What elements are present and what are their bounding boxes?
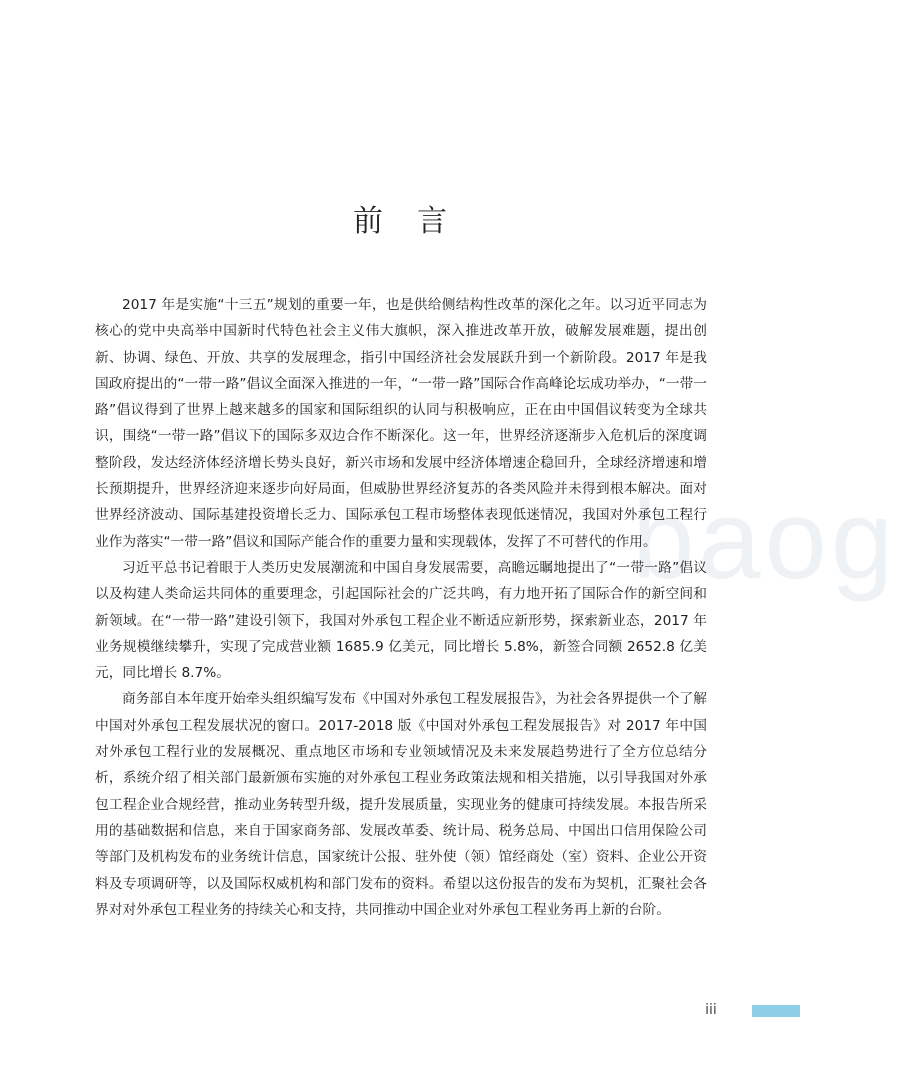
page-title: 前言 [353,204,481,239]
paragraph-3: 商务部自本年度开始牵头组织编写发布《中国对外承包工程发展报告》，为社会各界提供一个了解中国对外承包工程发展状况的窗口。2017-2018 版《中国对外承包工程发展报告》对 2017 年中国对外承包工程行业的发展概况、重点地区市场和专业领域情况及未来发展趋势进行了全方位总结分析，系统介绍了相关部门最新颁布实施的对外承包工程业务政策法规和相关措施，以引导我国对外承包工程企业合规经营，推动业务转型升级，提升发展质量，实现业务的健康可持续发展。本报告所采用的基础数据和信息，来自于国家商务部、发展改革委、统计局、税务总局、中国出口信用保险公司等部门及机构发布的业务统计信息，国家统计公报、驻外使（领）馆经商处（室）资料、企业公开资料及专项调研等，以及国际权威机构和部门发布的资料。希望以这份报告的发布为契机，汇聚社会各界对对外承包工程业务的持续关心和支持，共同推动中国企业对外承包工程业务再上新的台阶。 [95,691,707,918]
page-accent-bar [752,1005,800,1017]
paragraph-1: 2017 年是实施“十三五”规划的重要一年，也是供给侧结构性改革的深化之年。以习近平同志为核心的党中央高举中国新时代特色社会主义伟大旗帜，深入推进改革开放，破解发展难题，提出创新、协调、绿色、开放、共享的发展理念，指引中国经济社会发展跃升到一个新阶段。2017 年是我国政府提出的“一带一路”倡议全面深入推进的一年，“一带一路”国际合作高峰论坛成功举办，“一带一路”倡议得到了世界上越来越多的国家和国际组织的认同与积极响应，正在由中国倡议转变为全球共识，围绕“一带一路”倡议下的国际多双边合作不断深化。这一年，世界经济逐渐步入危机后的深度调整阶段，发达经济体经济增长势头良好，新兴市场和发展中经济体增速企稳回升，全球经济增速和增长预期提升，世界经济迎来逐步向好局面，但威胁世界经济复苏的各类风险并未得到根本解决。面对世界经济波动、国际基建投资增长乏力、国际承包工程市场整体表现低迷情况，我国对外承包工程行业作为落实“一带一路”倡议和国际产能合作的重要力量和实现载体，发挥了不可替代的作用。 [95,297,707,550]
watermark-text: baog [632,477,897,602]
page-number: iii [705,1002,717,1018]
preface-body [95,292,707,923]
paragraph-2: 习近平总书记着眼于人类历史发展潮流和中国自身发展需要，高瞻远瞩地提出了“一带一路”倡议以及构建人类命运共同体的重要理念，引起国际社会的广泛共鸣，有力地开拓了国际合作的新空间和新领域。在“一带一路”建设引领下，我国对外承包工程企业不断适应新形势，探索新业态，2017 年业务规模继续攀升，实现了完成营业额 1685.9 亿美元，同比增长 5.8%，新签合同额 2652.8 亿美元，同比增长 8.7%。 [95,559,707,682]
